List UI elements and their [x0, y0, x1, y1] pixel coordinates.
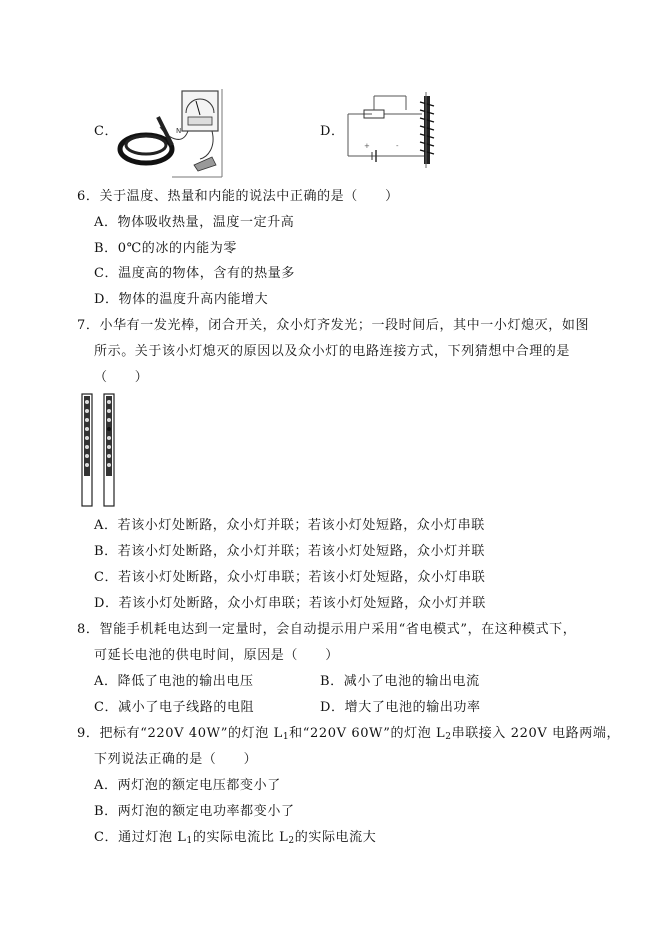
svg-text:+: + — [364, 142, 370, 150]
q7-option-c: C．若该小灯处断路，众小灯串联；若该小灯处短路，众小灯串联 — [94, 570, 486, 585]
q7-option-b: B．若该小灯处断路，众小灯并联；若该小灯处短路，众小灯并联 — [94, 544, 485, 559]
q6-option-a: A．物体吸收热量，温度一定升高 — [94, 215, 295, 230]
q9-stem-part-b: 和“220V 60W”的灯泡 L — [289, 726, 446, 741]
q6-option-c: C．温度高的物体，含有的热量多 — [94, 266, 295, 281]
q9-option-c-part-b: 的实际电流比 L — [192, 830, 289, 845]
option-d-label: D． — [320, 124, 345, 139]
q8-option-c: C．减小了电子线路的电阻 — [94, 700, 255, 715]
q9-sub-1: 1 — [282, 732, 290, 742]
q9-option-c-sub-2: 2 — [288, 836, 295, 846]
option-c-label: C． — [94, 124, 119, 139]
q9-stem-part-c: 串联接入 220V 电路两端， — [451, 726, 621, 741]
q7-stem-line2: 所示。关于该小灯熄灭的原因以及众小灯的电路连接方式，下列猜想中合理的是 — [94, 344, 571, 359]
q7-stem-line3: （ ） — [94, 370, 149, 385]
figure-glow-sticks — [80, 392, 120, 508]
q8-stem-line1: 8．智能手机耗电达到一定量时，会自动提示用户采用“省电模式”，在这种模式下， — [77, 622, 577, 637]
q7-stem-line1: 7．小华有一发光棒，闭合开关，众小灯齐发光；一段时间后，其中一小灯熄灭，如图 — [77, 318, 590, 333]
svg-text:N: N — [176, 127, 182, 135]
q9-option-a: A．两灯泡的额定电压都变小了 — [94, 778, 281, 793]
q9-stem-line2: 下列说法正确的是（ ） — [94, 752, 258, 767]
figure-d-electromagnet-circuit — [342, 90, 442, 168]
q8-option-b: B．减小了电池的输出电流 — [320, 674, 480, 689]
q9-sub-2: 2 — [445, 732, 452, 742]
q8-option-d: D．增大了电池的输出功率 — [320, 700, 481, 715]
q9-option-c-part-a: C．通过灯泡 L — [94, 830, 187, 845]
q6-stem: 6．关于温度、热量和内能的说法中正确的是（ ） — [77, 189, 399, 204]
q7-option-d: D．若该小灯处断路，众小灯串联；若该小灯处短路，众小灯并联 — [94, 596, 486, 611]
q8-option-a: A．降低了电池的输出电压 — [94, 674, 254, 689]
q9-option-b: B．两灯泡的额定电功率都变小了 — [94, 804, 295, 819]
figure-c-galvanometer-coil — [112, 87, 224, 179]
q9-stem-part-a: 9．把标有“220V 40W”的灯泡 L — [77, 726, 283, 741]
q7-option-a: A．若该小灯处断路，众小灯并联；若该小灯处短路，众小灯串联 — [94, 518, 485, 533]
q9-option-c-part-c: 的实际电流大 — [294, 830, 377, 845]
q9-stem-line1 — [77, 726, 620, 745]
svg-text:-: - — [396, 142, 399, 150]
q6-option-b: B．0℃的冰的内能为零 — [94, 241, 237, 256]
q8-stem-line2: 可延长电池的供电时间，原因是（ ） — [94, 648, 339, 663]
q9-option-c-sub-1: 1 — [186, 836, 193, 846]
q6-option-d: D．物体的温度升高内能增大 — [94, 292, 269, 307]
q9-option-c — [94, 830, 376, 849]
